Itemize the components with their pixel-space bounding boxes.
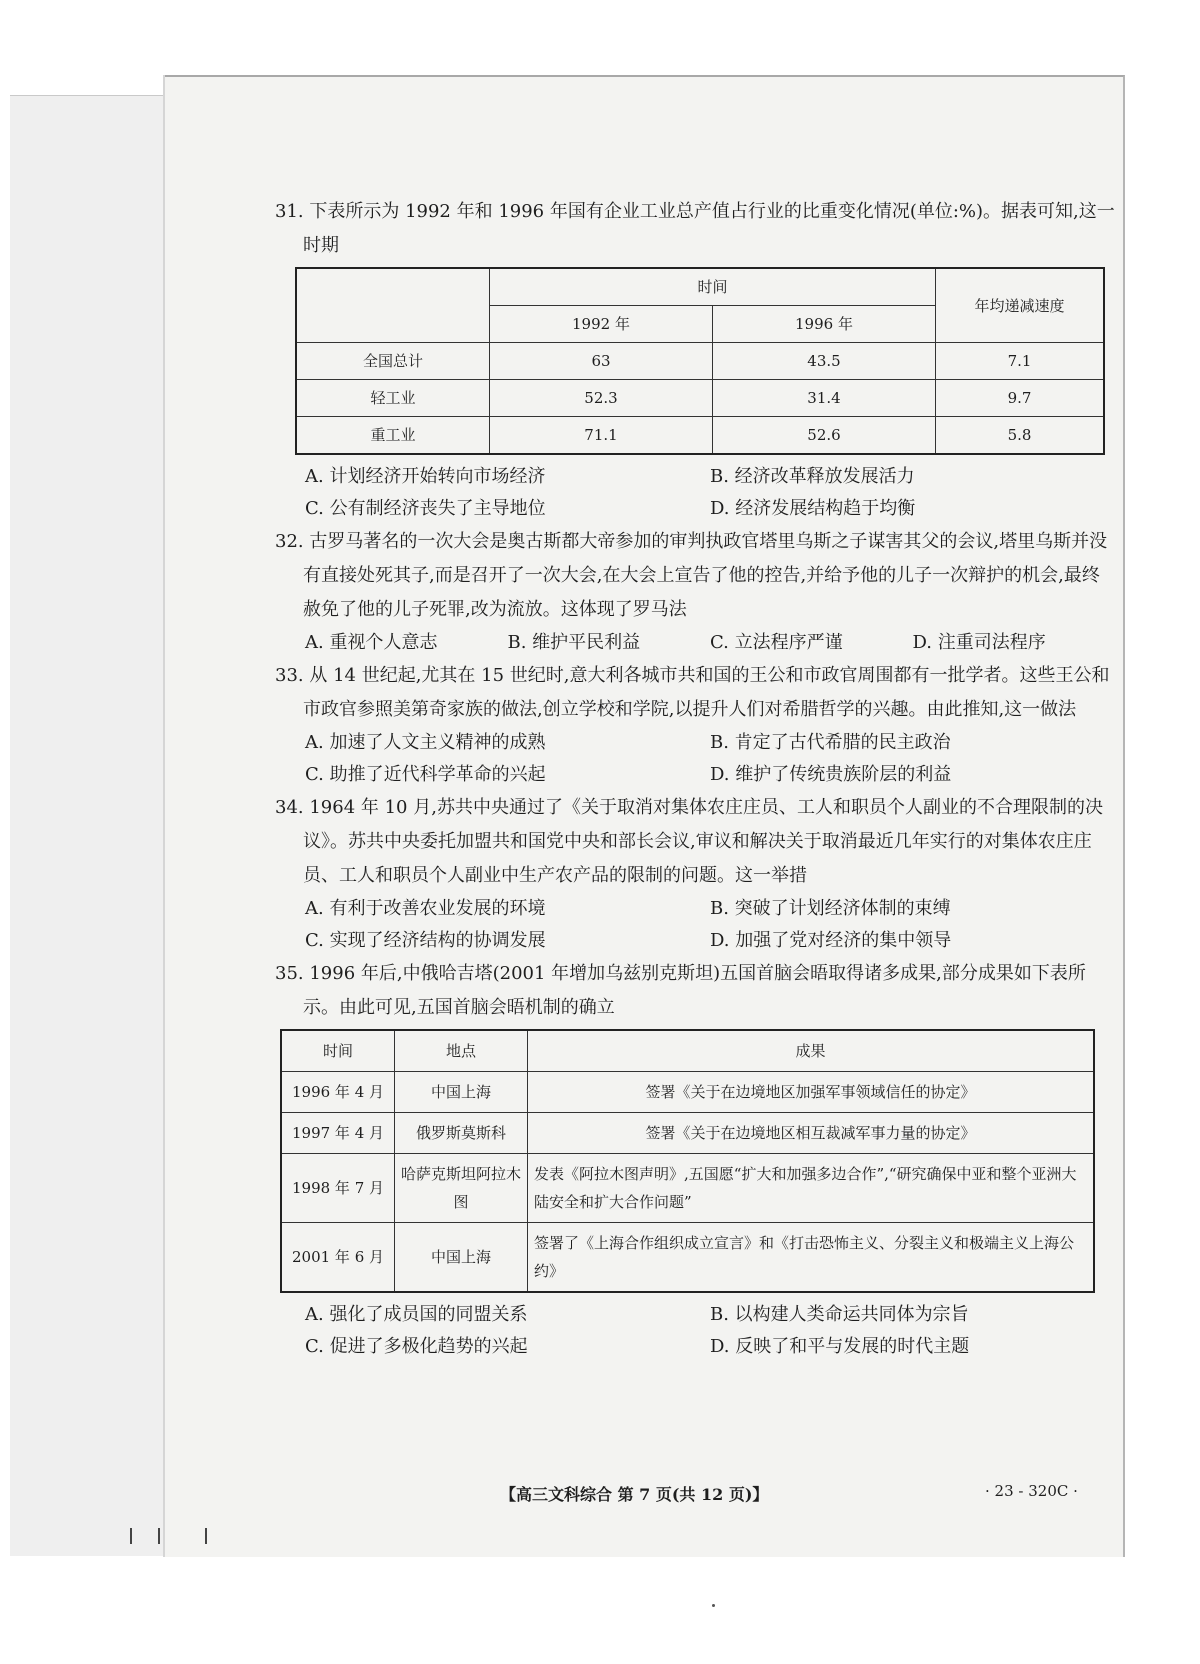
cell-1992: 63 xyxy=(490,343,713,380)
q35-header-place: 地点 xyxy=(395,1030,528,1072)
question-32-stem: 32. 古罗马著名的一次大会是奥古斯都大帝参加的审判执政官塔里乌斯之子谋害其父的会议,塔里乌斯并没有直接处死其子,而是召开了一次大会,在大会上宣告了他的控告,并给予他的儿子一次辩护的机会,最终赦免了他的儿子死罪,改为流放。这体现了罗马法 xyxy=(275,531,1108,620)
q33-options xyxy=(275,727,1115,791)
q31-header-time: 时间 xyxy=(490,268,936,306)
row-name: 重工业 xyxy=(296,417,490,455)
q34-options xyxy=(275,893,1115,957)
option-b[interactable]: B. 经济改革释放发展活力 xyxy=(710,466,915,487)
q35-table xyxy=(280,1029,1095,1293)
cell-time: 1996 年 4 月 xyxy=(281,1072,395,1113)
table-row xyxy=(296,417,1104,455)
table-row xyxy=(281,1223,1094,1293)
table-row xyxy=(296,380,1104,417)
cell-rate: 9.7 xyxy=(936,380,1105,417)
question-33 xyxy=(275,659,1115,791)
table-row xyxy=(296,343,1104,380)
option-b[interactable]: B. 肯定了古代希腊的民主政治 xyxy=(710,732,951,753)
option-a[interactable]: A. 加速了人文主义精神的成熟 xyxy=(305,732,546,753)
option-b[interactable]: B. 突破了计划经济体制的束缚 xyxy=(710,898,951,919)
question-32 xyxy=(275,525,1115,659)
option-b[interactable]: B. 以构建人类命运共同体为宗旨 xyxy=(710,1304,969,1325)
q31-table xyxy=(295,267,1105,455)
option-d[interactable]: D. 经济发展结构趋于均衡 xyxy=(710,498,916,519)
option-d[interactable]: D. 反映了和平与发展的时代主题 xyxy=(710,1336,970,1357)
scan-speck xyxy=(712,1604,715,1607)
row-name: 轻工业 xyxy=(296,380,490,417)
option-d[interactable]: D. 加强了党对经济的集中领导 xyxy=(710,930,952,951)
question-31 xyxy=(275,195,1115,525)
cell-place: 俄罗斯莫斯科 xyxy=(395,1113,528,1154)
cell-1992: 71.1 xyxy=(490,417,713,455)
question-33-stem: 33. 从 14 世纪起,尤其在 15 世纪时,意大利各城市共和国的王公和市政官周围都有一批学者。这些王公和市政官参照美第奇家族的做法,创立学校和学院,以提升人们对希腊哲学的兴趣。由此推知,这一做法 xyxy=(275,665,1110,720)
question-31-stem: 31. 下表所示为 1992 年和 1996 年国有企业工业总产值占行业的比重变化情况(单位:%)。据表可知,这一时期 xyxy=(275,201,1115,256)
cell-rate: 7.1 xyxy=(936,343,1105,380)
q35-options xyxy=(275,1299,1115,1363)
cell-time: 1997 年 4 月 xyxy=(281,1113,395,1154)
question-35 xyxy=(275,957,1115,1363)
option-c[interactable]: C. 公有制经济丧失了主导地位 xyxy=(305,498,546,519)
option-a[interactable]: A. 重视个人意志 xyxy=(305,632,438,653)
question-34-stem: 34. 1964 年 10 月,苏共中央通过了《关于取消对集体农庄庄员、工人和职员个人副业的不合理限制的决议》。苏共中央委托加盟共和国党中央和部长会议,审议和解决关于取消最近几年实行的对集体农庄庄员、工人和职员个人副业中生产农产品的限制的问题。这一举措 xyxy=(275,797,1103,886)
cell-place: 中国上海 xyxy=(395,1072,528,1113)
cell-rate: 5.8 xyxy=(936,417,1105,455)
q31-options xyxy=(275,461,1115,525)
question-35-stem: 35. 1996 年后,中俄哈吉塔(2001 年增加乌兹别克斯坦)五国首脑会晤取得诸多成果,部分成果如下表所示。由此可见,五国首脑会晤机制的确立 xyxy=(275,963,1086,1018)
q31-header-1996: 1996 年 xyxy=(713,306,936,343)
table-row xyxy=(281,1154,1094,1223)
option-c[interactable]: C. 促进了多极化趋势的兴起 xyxy=(305,1336,528,1357)
cell-1996: 43.5 xyxy=(713,343,936,380)
question-34 xyxy=(275,791,1115,957)
cell-time: 1998 年 7 月 xyxy=(281,1154,395,1223)
cell-time: 2001 年 6 月 xyxy=(281,1223,395,1293)
paper-code: · 23 - 320C · xyxy=(985,1482,1078,1500)
row-name: 全国总计 xyxy=(296,343,490,380)
option-c[interactable]: C. 立法程序严谨 xyxy=(710,632,843,653)
q31-header-rate: 年均递减速度 xyxy=(936,268,1105,343)
table-row xyxy=(281,1072,1094,1113)
scan-mark xyxy=(158,1528,160,1544)
cell-result: 签署《关于在边境地区相互裁减军事力量的协定》 xyxy=(528,1113,1095,1154)
exam-content xyxy=(275,195,1115,1363)
option-a[interactable]: A. 计划经济开始转向市场经济 xyxy=(305,466,546,487)
option-c[interactable]: C. 助推了近代科学革命的兴起 xyxy=(305,764,546,785)
scan-mark xyxy=(130,1528,132,1544)
q35-header-result: 成果 xyxy=(528,1030,1095,1072)
table-row xyxy=(281,1113,1094,1154)
q32-options xyxy=(275,627,1115,659)
option-a[interactable]: A. 有利于改善农业发展的环境 xyxy=(305,898,546,919)
cell-1992: 52.3 xyxy=(490,380,713,417)
option-c[interactable]: C. 实现了经济结构的协调发展 xyxy=(305,930,546,951)
cell-result: 签署了《上海合作组织成立宣言》和《打击恐怖主义、分裂主义和极端主义上海公约》 xyxy=(528,1223,1095,1293)
option-d[interactable]: D. 维护了传统贵族阶层的利益 xyxy=(710,764,952,785)
scan-mark xyxy=(205,1528,207,1544)
option-b[interactable]: B. 维护平民利益 xyxy=(507,632,641,653)
q35-header-time: 时间 xyxy=(281,1030,395,1072)
cell-1996: 31.4 xyxy=(713,380,936,417)
q31-table-corner xyxy=(296,268,490,343)
cell-1996: 52.6 xyxy=(713,417,936,455)
cell-place: 中国上海 xyxy=(395,1223,528,1293)
cell-result: 发表《阿拉木图声明》,五国愿“扩大和加强多边合作”,“研究确保中亚和整个亚洲大陆安全和扩大合作问题” xyxy=(528,1154,1095,1223)
option-d[interactable]: D. 注重司法程序 xyxy=(912,632,1046,653)
q31-header-1992: 1992 年 xyxy=(490,306,713,343)
option-a[interactable]: A. 强化了成员国的同盟关系 xyxy=(305,1304,528,1325)
page-footer: 【高三文科综合 第 7 页(共 12 页)】 xyxy=(500,1485,769,1504)
cell-result: 签署《关于在边境地区加强军事领域信任的协定》 xyxy=(528,1072,1095,1113)
cell-place: 哈萨克斯坦阿拉木图 xyxy=(395,1154,528,1223)
